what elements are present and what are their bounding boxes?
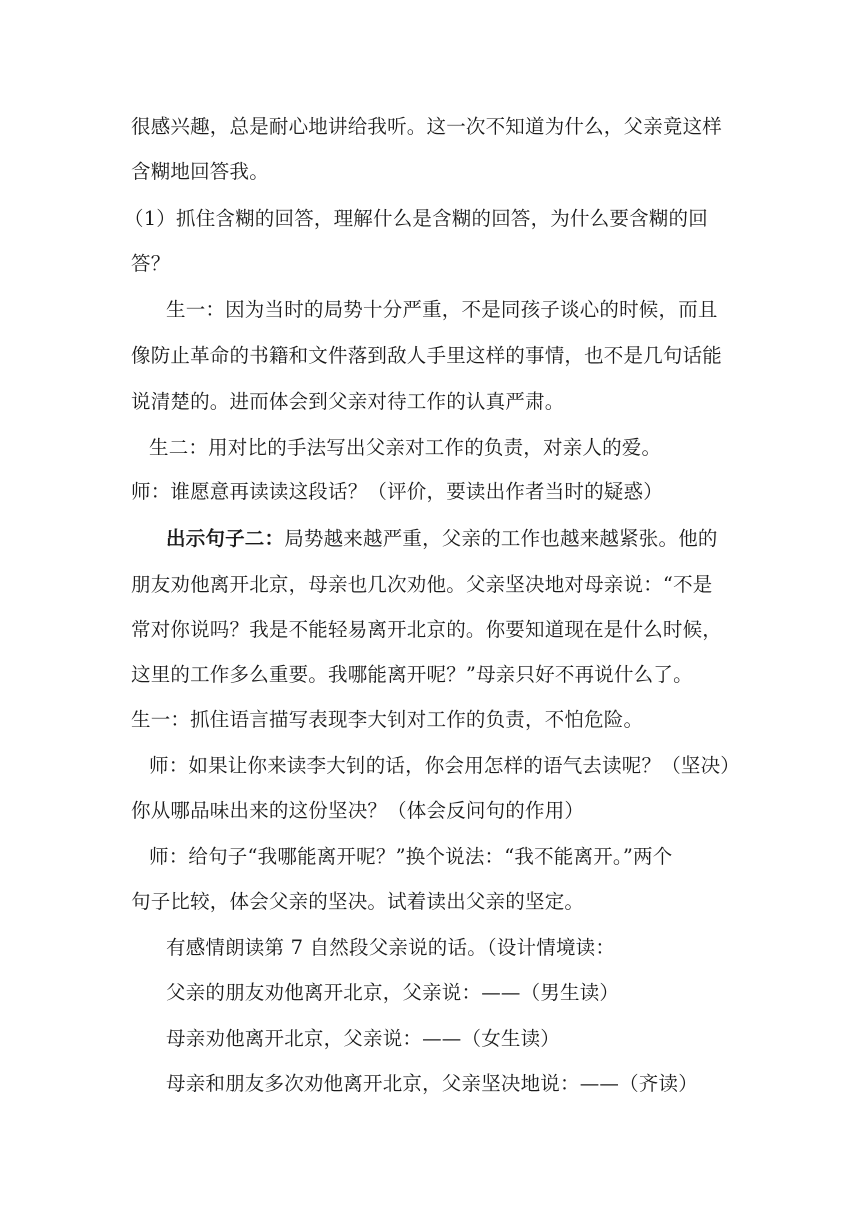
- paragraph-line: 答？: [131, 252, 171, 275]
- paragraph-line: 生一：因为当时的局势十分严重，不是同孩子谈心的时候，而且: [166, 298, 718, 321]
- paragraph-line: 句子比较，体会父亲的坚决。试着读出父亲的坚定。: [131, 890, 585, 913]
- paragraph-line: 朋友劝他离开北京，母亲也几次劝他。父亲坚决地对母亲说：“不是: [131, 573, 713, 596]
- paragraph-line: 有感情朗读第 7 自然段父亲说的话。（设计情境读：: [166, 936, 616, 959]
- paragraph-line: 你从哪品味出来的这份坚决？（体会反问句的作用）: [131, 799, 585, 822]
- paragraph-line: 常对你说吗？我是不能轻易离开北京的。你要知道现在是什么时候，: [131, 618, 723, 641]
- paragraph-line: 生二：用对比的手法写出父亲对工作的负责，对亲人的爱。: [149, 436, 662, 459]
- paragraph-text: 局势越来越严重，父亲的工作也越来越紧张。他的: [284, 527, 718, 550]
- paragraph-line: 很感兴趣，总是耐心地讲给我听。这一次不知道为什么，父亲竟这样: [131, 115, 723, 138]
- paragraph-line-with-lead: [166, 526, 718, 552]
- paragraph-line: 母亲劝他离开北京，父亲说：——（女生读）: [166, 1027, 561, 1050]
- paragraph-line: 含糊地回答我。: [131, 160, 269, 183]
- paragraph-line: 像防止革命的书籍和文件落到敌人手里这样的事情，也不是几句话能: [131, 344, 723, 367]
- paragraph-line: 生一：抓住语言描写表现李大钊对工作的负责，不怕危险。: [131, 708, 644, 731]
- paragraph-line: 师：谁愿意再读读这段话？（评价，要读出作者当时的疑惑）: [131, 480, 663, 503]
- paragraph-line: 说清楚的。进而体会到父亲对待工作的认真严肃。: [131, 390, 565, 413]
- sentence-label: 出示句子二：: [166, 527, 285, 550]
- paragraph-line: 父亲的朋友劝他离开北京，父亲说：——（男生读）: [166, 981, 620, 1004]
- paragraph-line: 这里的工作多么重要。我哪能离开呢？”母亲只好不再说什么了。: [131, 663, 693, 686]
- paragraph-line: （1）抓住含糊的回答，理解什么是含糊的回答，为什么要含糊的回: [124, 207, 708, 230]
- paragraph-line: 师：给句子“我哪能离开呢？”换个说法：“我不能离开。”两个: [149, 845, 673, 868]
- paragraph-line: 师：如果让你来读李大钊的话，你会用怎样的语气去读呢？（坚决）: [149, 754, 741, 777]
- paragraph-line: 母亲和朋友多次劝他离开北京，父亲坚决地说：——（齐读）: [166, 1072, 698, 1095]
